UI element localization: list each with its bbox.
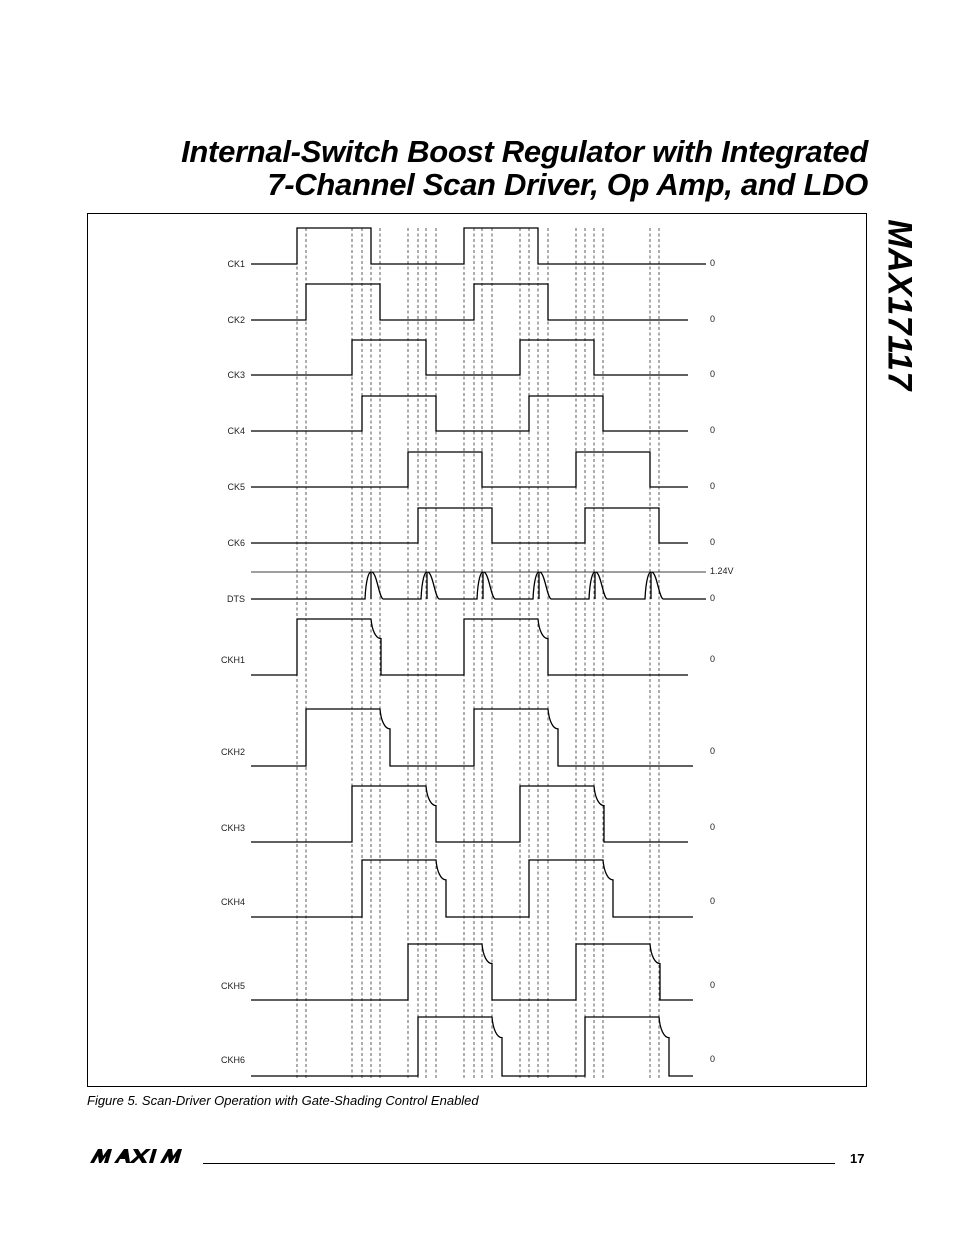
waveform-ck1 <box>251 228 706 264</box>
waveform-ckh5 <box>251 944 693 1000</box>
waveform-ckh4 <box>251 860 693 917</box>
level-label-ckh3: 0 <box>710 822 716 832</box>
level-high-label-dts: 1.24V <box>710 566 734 576</box>
level-label-ckh5: 0 <box>710 980 716 990</box>
level-label-ck2: 0 <box>710 314 716 324</box>
waveform-ck2 <box>251 284 688 320</box>
maxim-logo <box>90 1145 200 1172</box>
level-label-ckh4: 0 <box>710 896 716 906</box>
signal-label-ckh1: CKH1 <box>220 655 245 665</box>
level-label-ck6: 0 <box>710 537 716 547</box>
waveform-ck3 <box>251 340 688 375</box>
level-label-ckh6: 0 <box>710 1054 716 1064</box>
signal-label-ckh4: CKH4 <box>220 897 245 907</box>
waveform-ckh1 <box>251 619 688 675</box>
part-number-text: MAX17117 <box>880 219 919 391</box>
signal-label-dts: DTS <box>227 594 245 604</box>
signal-label-ck1: CK1 <box>227 259 245 269</box>
signal-label-ck4: CK4 <box>227 426 245 436</box>
side-part-number <box>880 215 918 395</box>
waveform-dts <box>251 572 706 599</box>
signal-label-ckh2: CKH2 <box>220 747 245 757</box>
waveform-ckh2 <box>251 709 693 766</box>
level-label-ck5: 0 <box>710 481 716 491</box>
maxim-logo-mark <box>90 1145 200 1167</box>
figure-caption: Figure 5. Scan-Driver Operation with Gate-Shading Control Enabled <box>87 1093 479 1108</box>
waveform-ck4 <box>251 396 688 431</box>
page-number: 17 <box>850 1151 865 1166</box>
waveform-ck5 <box>251 452 688 487</box>
waveform-ckh3 <box>251 786 688 842</box>
timing-diagram <box>88 214 866 1086</box>
level-label-ck1: 0 <box>710 258 716 268</box>
signal-label-ck2: CK2 <box>227 315 245 325</box>
waveform-ckh6 <box>251 1017 693 1076</box>
level-label-ck4: 0 <box>710 425 716 435</box>
signal-label-ckh6: CKH6 <box>220 1055 245 1065</box>
signal-label-ck5: CK5 <box>227 482 245 492</box>
footer-rule <box>203 1163 835 1164</box>
page-title-line-2: 7-Channel Scan Driver, Op Amp, and LDO <box>267 167 868 202</box>
timing-diagram-frame <box>87 213 867 1087</box>
level-label-ckh1: 0 <box>710 654 716 664</box>
waveform-ck6 <box>251 508 688 543</box>
signal-label-ck3: CK3 <box>227 370 245 380</box>
signal-label-ckh3: CKH3 <box>220 823 245 833</box>
level-label-ckh2: 0 <box>710 746 716 756</box>
level-label-dts: 0 <box>710 593 716 603</box>
level-label-ck3: 0 <box>710 369 716 379</box>
page-title-line-1: Internal-Switch Boost Regulator with Integrated <box>181 134 868 169</box>
signal-label-ck6: CK6 <box>227 538 245 548</box>
signal-label-ckh5: CKH5 <box>220 981 245 991</box>
